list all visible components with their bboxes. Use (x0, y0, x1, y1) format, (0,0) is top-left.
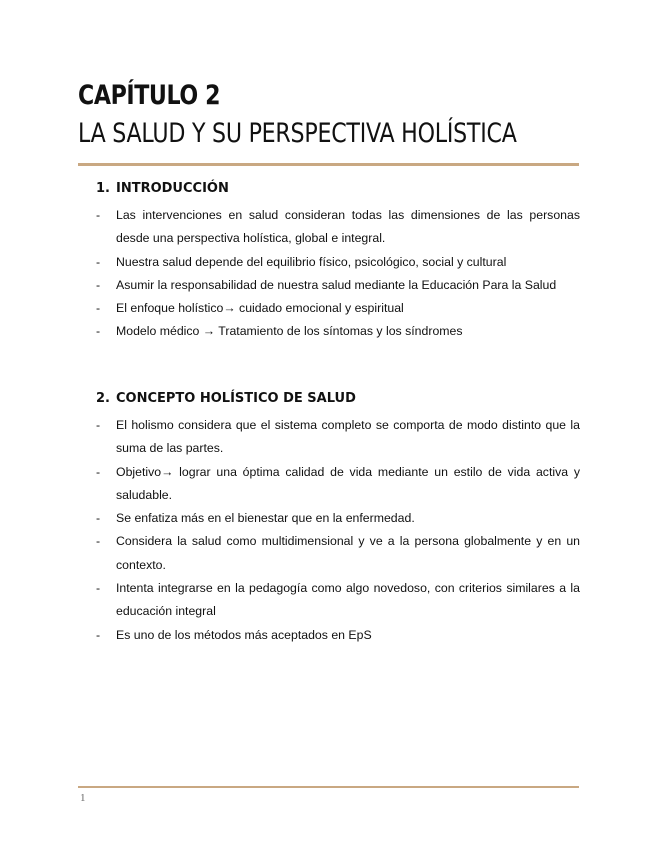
list-item (96, 577, 580, 624)
section-number: 1. (96, 181, 110, 196)
bullet-dash: - (96, 464, 101, 479)
list-item-text: Objetivo→ lograr una óptima calidad de vida mediante un estilo de vida activa y saludable. (116, 464, 580, 502)
header-divider (78, 163, 579, 166)
bullet-dash: - (96, 254, 101, 269)
list-item (96, 204, 580, 251)
bullet-dash: - (96, 208, 101, 222)
chapter-label: CAPÍTULO 2 (78, 80, 221, 111)
list-item (96, 251, 580, 274)
list-item-text: Nuestra salud depende del equilibrio físico, psicológico, social y cultural (116, 254, 507, 269)
bullet-dash: - (96, 627, 101, 642)
bullet-dash: - (96, 511, 101, 526)
bullet-dash: - (96, 534, 101, 549)
chapter-title: LA SALUD Y SU PERSPECTIVA HOLÍSTICA (78, 118, 517, 149)
list-item-text: Es uno de los métodos más aceptados en EpS (116, 627, 372, 642)
section-list-concepto (96, 414, 580, 647)
list-item-text: Considera la salud como multidimensional y ve a la persona globalmente y en un contexto. (116, 534, 580, 572)
list-item-text: Las intervenciones en salud consideran todas las dimensiones de las personas desde una perspectiva holística, global e integral. (116, 208, 580, 246)
list-item (96, 530, 580, 577)
section-title: INTRODUCCIÓN (116, 181, 229, 196)
page-number: 1 (80, 792, 86, 804)
list-item (96, 507, 580, 530)
list-item-text: Intenta integrarse en la pedagogía como algo novedoso, con criterios similares a la educación integral (116, 581, 580, 619)
list-item (96, 414, 580, 461)
bullet-dash: - (96, 277, 101, 292)
bullet-dash: - (96, 581, 101, 596)
list-item (96, 320, 580, 343)
section-list-introduccion (96, 204, 580, 344)
list-item (96, 461, 580, 508)
list-item (96, 274, 580, 297)
bullet-dash: - (96, 301, 101, 316)
list-item-text: Asumir la responsabilidad de nuestra salud mediante la Educación Para la Salud (116, 277, 557, 292)
list-item-text: Modelo médico → Tratamiento de los síntomas y los síndromes (116, 324, 463, 339)
footer-divider (78, 786, 579, 788)
list-item-text: El enfoque holístico→ cuidado emocional y espiritual (116, 301, 404, 316)
list-item (96, 297, 580, 320)
section-heading-concepto (96, 391, 356, 406)
list-item-text: Se enfatiza más en el bienestar que en la enfermedad. (116, 511, 415, 526)
list-item-text: El holismo considera que el sistema completo se comporta de modo distinto que la suma de las partes. (116, 418, 580, 456)
section-number: 2. (96, 391, 110, 406)
section-heading-introduccion (96, 181, 229, 196)
bullet-dash: - (96, 324, 101, 339)
bullet-dash: - (96, 418, 101, 432)
list-item (96, 624, 580, 647)
section-title: CONCEPTO HOLÍSTICO DE SALUD (116, 391, 356, 406)
